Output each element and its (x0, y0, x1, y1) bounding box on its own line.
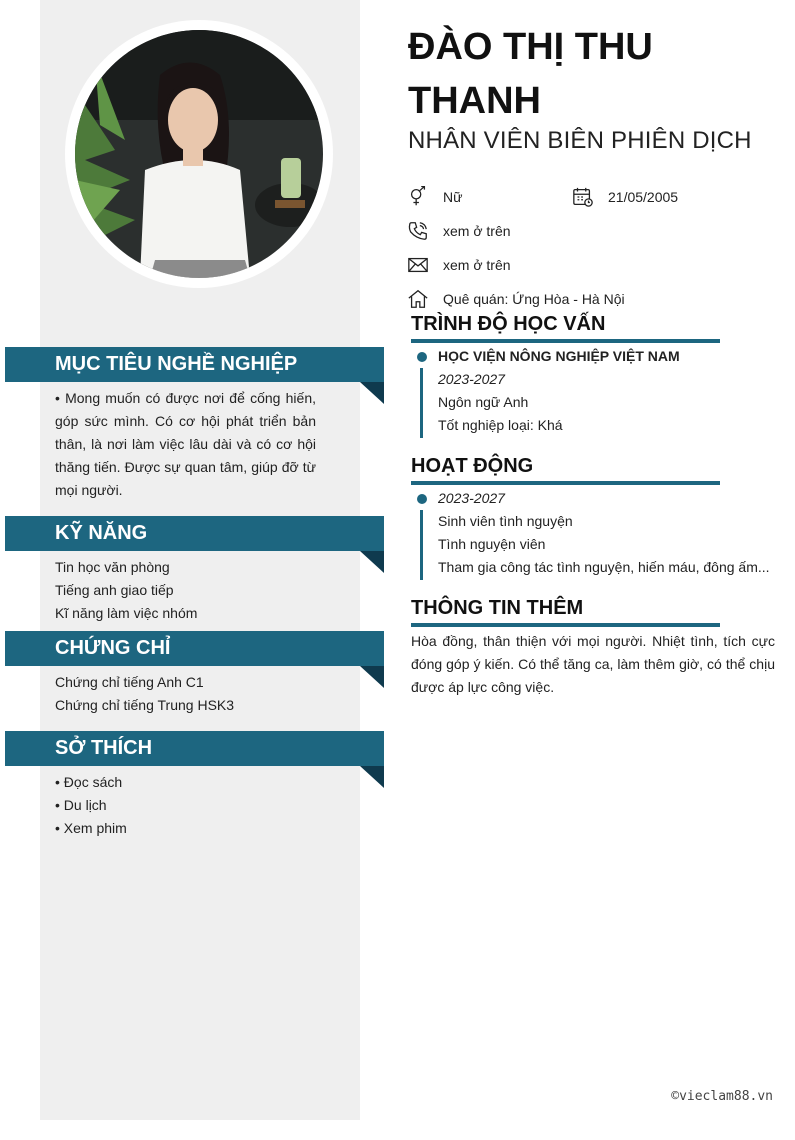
envelope-icon (407, 254, 429, 276)
timeline-line (420, 510, 423, 580)
candidate-name: ĐÀO THỊ THU THANH (408, 26, 653, 122)
list-item: Kĩ năng làm việc nhóm (55, 605, 198, 621)
school-name: HỌC VIỆN NÔNG NGHIỆP VIỆT NAM (438, 348, 680, 364)
list-item: • Du lịch (55, 797, 107, 813)
activity-line: Sinh viên tình nguyện (438, 513, 573, 529)
extra-info-text: Hòa đồng, thân thiện với mọi người. Nhiệt tình, tích cực đóng góp ý kiến. Có thể tăng ca, làm thêm giờ, có thể chịu được áp lực công việc. (411, 633, 775, 695)
education-period: 2023-2027 (438, 371, 505, 387)
hometown-row (407, 288, 625, 310)
certificates-header: CHỨNG CHỈ (5, 631, 384, 666)
calendar-icon (572, 186, 594, 208)
job-title: NHÂN VIÊN BIÊN PHIÊN DỊCH (408, 127, 752, 154)
skills-header-fold (360, 551, 384, 573)
skills-list (55, 556, 316, 625)
certificates-header-fold (360, 666, 384, 688)
phone-value: xem ở trên (443, 223, 511, 239)
list-item: Chứng chỉ tiếng Anh C1 (55, 674, 204, 690)
profile-photo (75, 30, 323, 278)
activities-header: HOẠT ĐỘNG (411, 453, 720, 485)
phone-icon (407, 220, 429, 242)
hometown-value: Quê quán: Ứng Hòa - Hà Nội (443, 291, 625, 307)
skills-header: KỸ NĂNG (5, 516, 384, 551)
certificates-list (55, 671, 316, 717)
watermark: ©vieclam88.vn (671, 1089, 773, 1104)
email-row (407, 254, 511, 276)
objective-text: • Mong muốn có được nơi để cống hiến, góp sức mình. Có cơ hội phát triển bản thân, là nơi làm việc lâu dài và có cơ hội thăng tiến. Được sự quan tâm, giúp đỡ từ mọi người. (55, 390, 316, 498)
timeline-dot (417, 352, 427, 362)
avatar (75, 30, 323, 278)
gender-icon (407, 186, 429, 208)
list-item: • Xem phim (55, 820, 127, 836)
gender-row (407, 186, 462, 208)
hobbies-header: SỞ THÍCH (5, 731, 384, 766)
objective-header: MỤC TIÊU NGHỀ NGHIỆP (5, 347, 384, 382)
activity-line: Tham gia công tác tình nguyện, hiến máu, đông ấm... (438, 559, 770, 575)
activities-period: 2023-2027 (438, 490, 505, 506)
activity-line: Tình nguyện viên (438, 536, 546, 552)
birthdate-value: 21/05/2005 (608, 189, 679, 205)
home-icon (407, 288, 429, 310)
hobbies-list (55, 771, 316, 840)
gender-value: Nữ (443, 189, 463, 205)
timeline-line (420, 368, 423, 438)
birthdate-row (572, 186, 678, 208)
timeline-dot (417, 494, 427, 504)
education-grade: Tốt nghiệp loại: Khá (438, 417, 563, 433)
education-major: Ngôn ngữ Anh (438, 394, 529, 410)
list-item: Tiếng anh giao tiếp (55, 582, 174, 598)
hobbies-header-fold (360, 766, 384, 788)
list-item: Tin học văn phòng (55, 559, 170, 575)
objective-header-fold (360, 382, 384, 404)
extra-info-header: THÔNG TIN THÊM (411, 595, 720, 627)
list-item: • Đọc sách (55, 774, 123, 790)
email-value: xem ở trên (443, 257, 511, 273)
phone-row (407, 220, 511, 242)
education-header: TRÌNH ĐỘ HỌC VẤN (411, 311, 720, 343)
list-item: Chứng chỉ tiếng Trung HSK3 (55, 697, 235, 713)
